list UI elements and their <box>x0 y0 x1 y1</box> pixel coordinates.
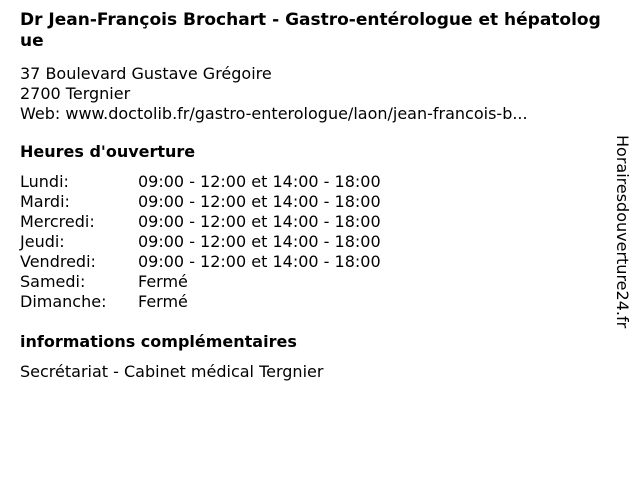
address-city: 2700 Tergnier <box>20 84 131 103</box>
info-heading: informations complémentaires <box>20 332 297 351</box>
content <box>20 10 610 382</box>
hours-row-wednesday <box>20 212 610 232</box>
hours-day: Jeudi: <box>20 232 65 251</box>
hours-row-sunday <box>20 292 610 312</box>
hours-row-friday <box>20 252 610 272</box>
hours-day: Mercredi: <box>20 212 95 231</box>
address-web[interactable]: Web: www.doctolib.fr/gastro-enterologue/laon/jean-francois-b... <box>20 104 528 123</box>
hours-day: Vendredi: <box>20 252 96 271</box>
hours-time: 09:00 - 12:00 et 14:00 - 18:00 <box>138 252 381 271</box>
address-street: 37 Boulevard Gustave Grégoire <box>20 64 272 83</box>
hours-time: 09:00 - 12:00 et 14:00 - 18:00 <box>138 232 381 251</box>
hours-row-monday <box>20 172 610 192</box>
hours-row-tuesday <box>20 192 610 212</box>
hours-time: 09:00 - 12:00 et 14:00 - 18:00 <box>138 172 381 191</box>
page-title: Dr Jean-François Brochart - Gastro-entérologue et hépatologue <box>20 10 601 51</box>
hours-row-thursday <box>20 232 610 252</box>
site-watermark: Horairesdouverture24.fr <box>613 135 632 329</box>
info-text: Secrétariat - Cabinet médical Tergnier <box>20 362 324 381</box>
hours-time: 09:00 - 12:00 et 14:00 - 18:00 <box>138 212 381 231</box>
hours-time: Fermé <box>138 292 188 311</box>
hours-heading: Heures d'ouverture <box>20 142 196 161</box>
hours-day: Lundi: <box>20 172 69 191</box>
hours-day: Samedi: <box>20 272 86 291</box>
hours-time: 09:00 - 12:00 et 14:00 - 18:00 <box>138 192 381 211</box>
hours-day: Mardi: <box>20 192 70 211</box>
hours-day: Dimanche: <box>20 292 107 311</box>
hours-table <box>20 172 610 312</box>
address-block <box>20 64 610 124</box>
hours-time: Fermé <box>138 272 188 291</box>
hours-row-saturday <box>20 272 610 292</box>
